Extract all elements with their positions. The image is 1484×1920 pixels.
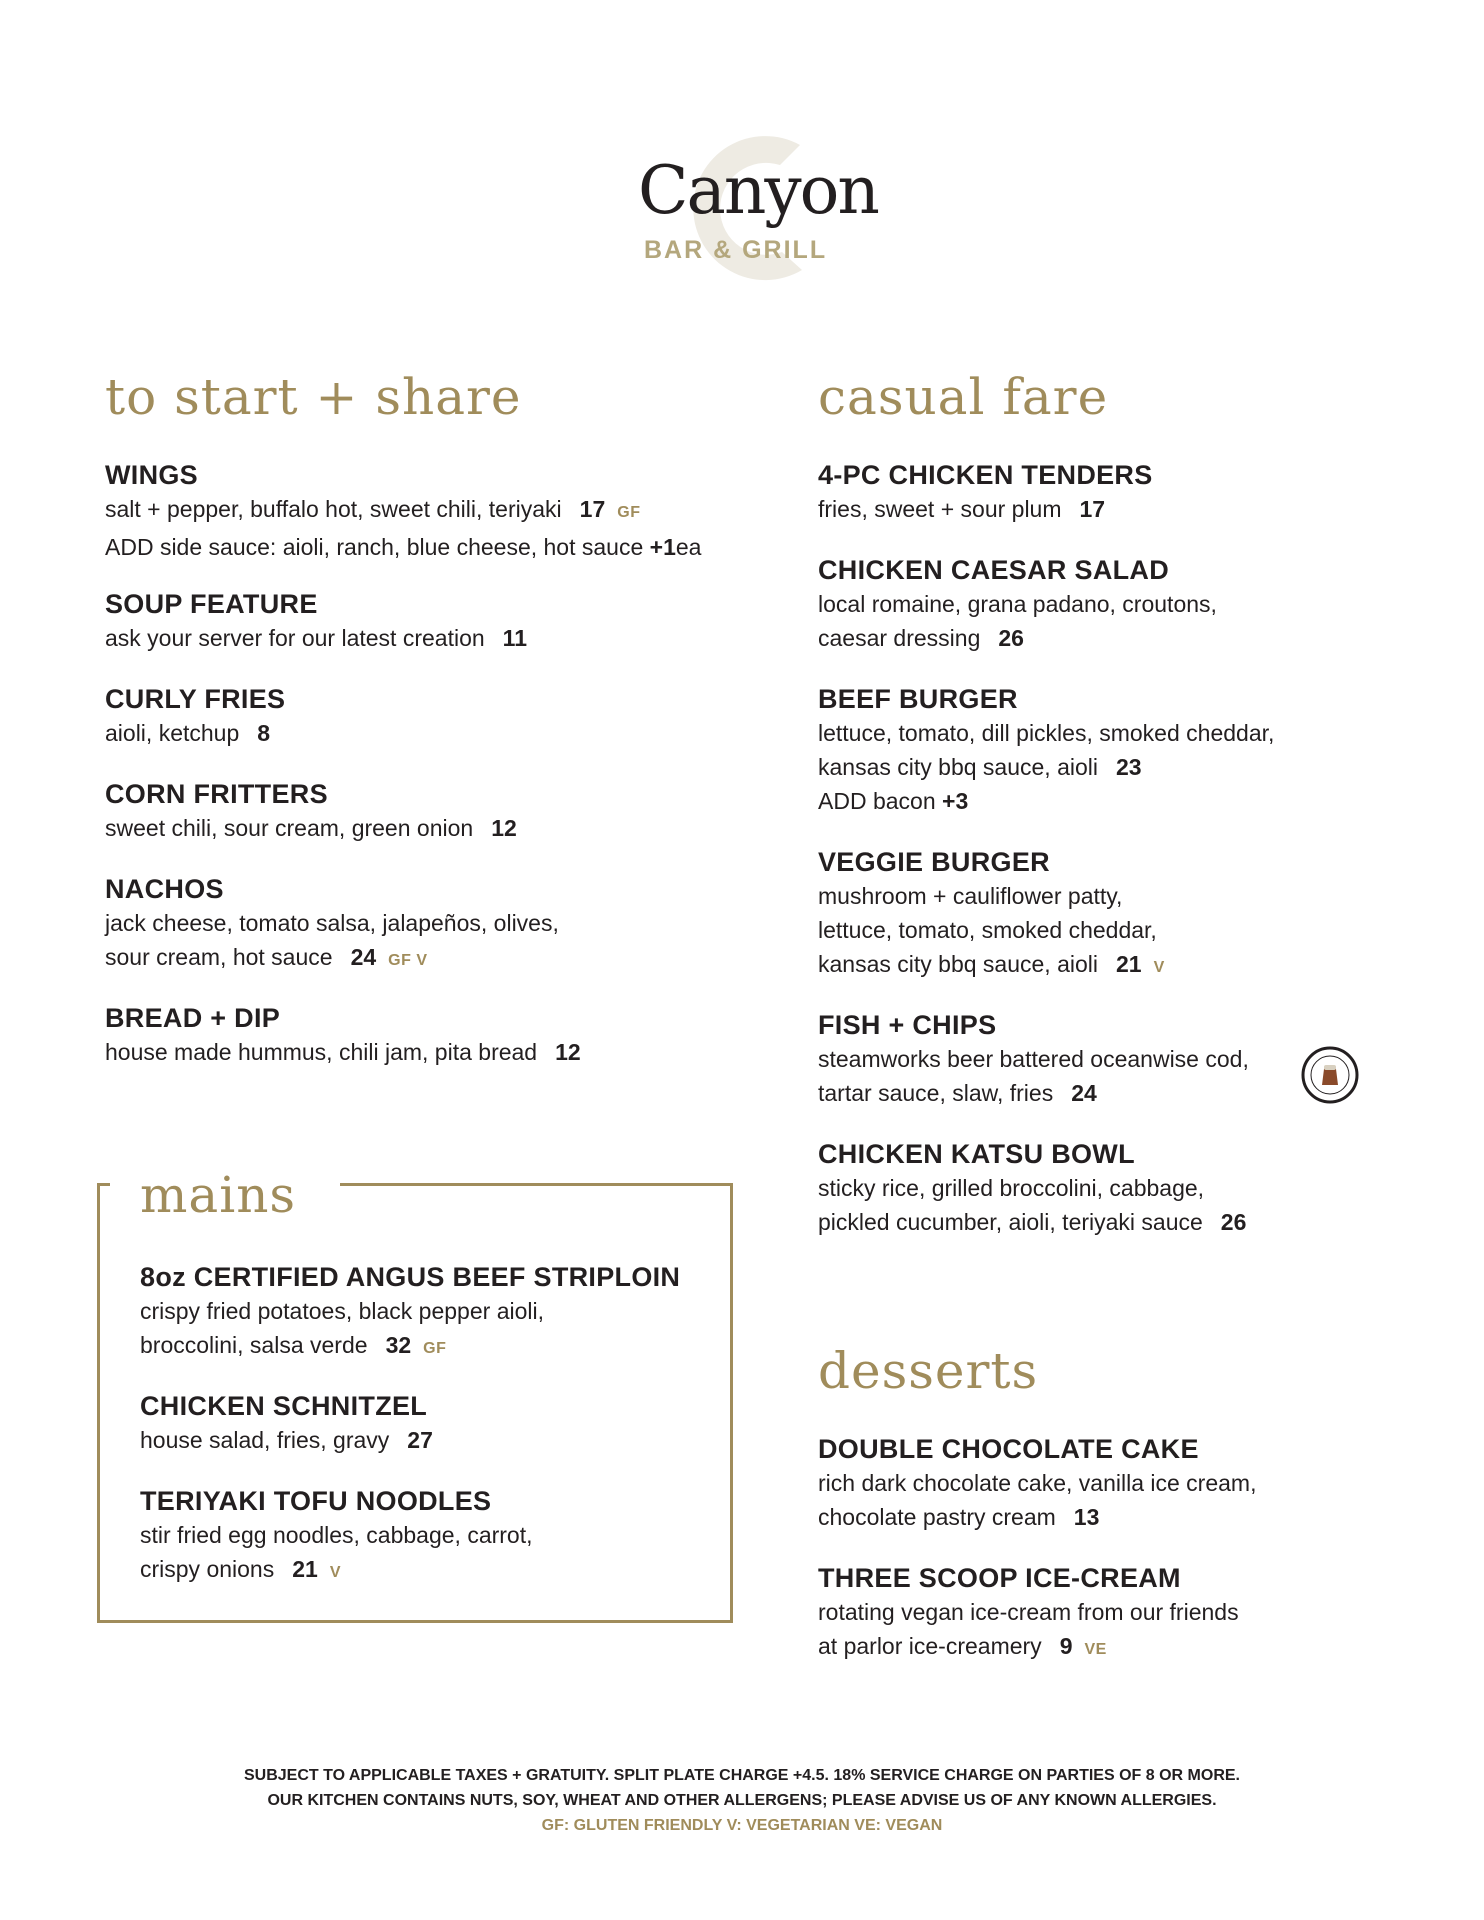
item-description: chocolate pastry cream: [818, 1504, 1056, 1530]
item-description: steamworks beer battered oceanwise cod,: [818, 1046, 1249, 1072]
item-price: 12: [491, 815, 517, 841]
item-description: jack cheese, tomato salsa, jalapeños, olives,: [105, 910, 559, 936]
item-price: 8: [257, 720, 271, 746]
item-price: 21: [1116, 951, 1142, 977]
item-name: BREAD + DIP: [105, 1003, 281, 1033]
menu-item-chicken-tenders: [818, 458, 1153, 526]
item-price: 12: [555, 1039, 581, 1065]
item-description: house salad, fries, gravy: [140, 1427, 390, 1453]
item-name: CHICKEN CAESAR SALAD: [818, 555, 1170, 585]
item-description: salt + pepper, buffalo hot, sweet chili, teriyaki: [105, 496, 562, 522]
section-title-mains: mains: [140, 1166, 297, 1224]
section-title-start-share: to start + share: [105, 368, 522, 426]
item-name: WINGS: [105, 460, 198, 490]
dietary-tag: GF: [423, 1340, 447, 1357]
item-description: house made hummus, chili jam, pita bread: [105, 1039, 538, 1065]
item-name: CORN FRITTERS: [105, 779, 328, 809]
item-description: rotating vegan ice-cream from our friends: [818, 1599, 1239, 1625]
item-description: sour cream, hot sauce: [105, 944, 333, 970]
menu-item-bread-dip: [105, 1001, 581, 1069]
item-name: FISH + CHIPS: [818, 1010, 997, 1040]
item-description: rich dark chocolate cake, vanilla ice cream,: [818, 1470, 1257, 1496]
item-description: kansas city bbq sauce, aioli: [818, 951, 1098, 977]
item-name: NACHOS: [105, 874, 224, 904]
add-on-text: ADD side sauce: aioli, ranch, blue cheese, hot sauce: [105, 534, 644, 560]
item-description: mushroom + cauliflower patty,: [818, 883, 1123, 909]
brewery-badge-icon: [1300, 1045, 1360, 1105]
item-description: at parlor ice-creamery: [818, 1633, 1042, 1659]
item-price: 17: [579, 496, 606, 522]
menu-item-tofu-noodles: [140, 1484, 533, 1590]
menu-item-schnitzel: [140, 1389, 433, 1457]
menu-item-corn-fritters: [105, 777, 517, 845]
footer-allergen-note: OUR KITCHEN CONTAINS NUTS, SOY, WHEAT AND OTHER ALLERGENS; PLEASE ADVISE US OF ANY KNOWN ALLERGIES.: [267, 1792, 1217, 1809]
item-price: 24: [1071, 1080, 1097, 1106]
item-description: lettuce, tomato, dill pickles, smoked cheddar,: [818, 720, 1275, 746]
item-name: CHICKEN SCHNITZEL: [140, 1391, 428, 1421]
menu-item-fish-chips: [818, 1008, 1249, 1110]
item-price: 11: [502, 625, 527, 651]
menu-item-nachos: [105, 872, 559, 978]
dietary-tag: V: [1153, 959, 1165, 976]
restaurant-logo: [600, 120, 900, 300]
item-name: SOUP FEATURE: [105, 589, 318, 619]
item-description: pickled cucumber, aioli, teriyaki sauce: [818, 1209, 1203, 1235]
item-name: DOUBLE CHOCOLATE CAKE: [818, 1434, 1199, 1464]
section-title-casual-fare: casual fare: [818, 368, 1109, 426]
section-title-desserts: desserts: [818, 1342, 1039, 1400]
item-price: 27: [407, 1427, 433, 1453]
item-price: 32: [385, 1332, 412, 1358]
dietary-tag: GF: [617, 504, 641, 521]
item-price: 9: [1059, 1633, 1073, 1659]
item-name: CURLY FRIES: [105, 684, 286, 714]
menu-item-katsu-bowl: [818, 1137, 1246, 1239]
menu-item-beef-burger: [818, 682, 1274, 818]
menu-item-chocolate-cake: [818, 1432, 1256, 1534]
footer-charges-note: SUBJECT TO APPLICABLE TAXES + GRATUITY. SPLIT PLATE CHARGE +4.5. 18% SERVICE CHARGE ON PARTIES OF 8 OR MORE.: [243, 1767, 1240, 1784]
item-description: caesar dressing: [818, 625, 981, 651]
item-description: sticky rice, grilled broccolini, cabbage,: [818, 1175, 1205, 1201]
item-description: local romaine, grana padano, croutons,: [818, 591, 1217, 617]
item-description: broccolini, salsa verde: [140, 1332, 368, 1358]
item-name: TERIYAKI TOFU NOODLES: [140, 1486, 492, 1516]
add-on-price: +3: [942, 788, 969, 814]
dietary-tag: GF V: [388, 952, 428, 969]
menu-item-ice-cream: [818, 1561, 1239, 1667]
item-description: crispy fried potatoes, black pepper aioli,: [140, 1298, 544, 1324]
menu-item-veggie-burger: [818, 845, 1165, 985]
logo-name: Canyon: [638, 152, 878, 229]
menu-item-wings: [105, 458, 701, 564]
item-description: sweet chili, sour cream, green onion: [105, 815, 474, 841]
item-price: 21: [292, 1556, 318, 1582]
item-description: lettuce, tomato, smoked cheddar,: [818, 917, 1157, 943]
item-name: CHICKEN KATSU BOWL: [818, 1139, 1135, 1169]
item-description: aioli, ketchup: [105, 720, 240, 746]
item-price: 23: [1116, 754, 1142, 780]
logo-subtitle: BAR & GRILL: [644, 236, 828, 264]
item-name: 8oz CERTIFIED ANGUS BEEF STRIPLOIN: [140, 1262, 681, 1292]
menu-item-striploin: [140, 1260, 680, 1366]
item-description: kansas city bbq sauce, aioli: [818, 754, 1098, 780]
item-name: 4-PC CHICKEN TENDERS: [818, 460, 1153, 490]
dietary-tag: V: [329, 1564, 341, 1581]
item-name: VEGGIE BURGER: [818, 847, 1050, 877]
menu-item-caesar-salad: [818, 553, 1217, 655]
item-description: fries, sweet + sour plum: [818, 496, 1062, 522]
dietary-tag: VE: [1084, 1641, 1107, 1658]
add-on-text: ADD bacon: [818, 788, 936, 814]
add-on-unit: ea: [675, 534, 702, 560]
item-price: 26: [1220, 1209, 1247, 1235]
menu-item-soup: [105, 587, 527, 655]
add-on-price: +1: [649, 534, 676, 560]
item-price: 17: [1079, 496, 1106, 522]
item-price: 26: [998, 625, 1024, 651]
item-price: 24: [350, 944, 377, 970]
item-description: ask your server for our latest creation: [105, 625, 485, 651]
item-description: stir fried egg noodles, cabbage, carrot,: [140, 1522, 533, 1548]
menu-item-curly-fries: [105, 682, 285, 750]
item-name: THREE SCOOP ICE-CREAM: [818, 1563, 1181, 1593]
footer-dietary-legend: GF: GLUTEN FRIENDLY V: VEGETARIAN VE: VEGAN: [541, 1817, 943, 1834]
item-description: crispy onions: [140, 1556, 275, 1582]
item-description: tartar sauce, slaw, fries: [818, 1080, 1054, 1106]
item-name: BEEF BURGER: [818, 684, 1018, 714]
item-price: 13: [1073, 1504, 1100, 1530]
